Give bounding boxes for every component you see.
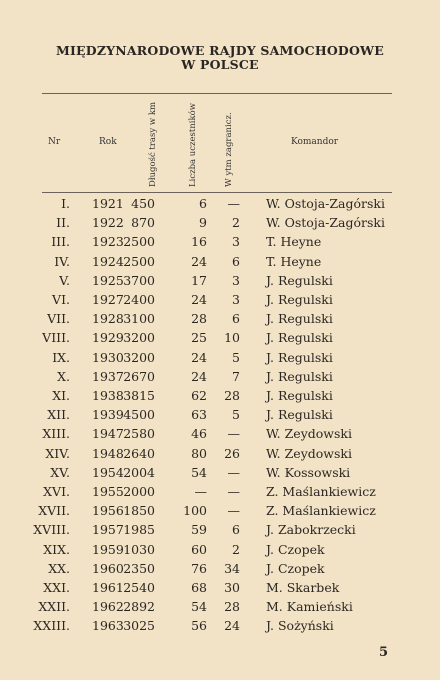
nr-cell: XX. (48, 560, 70, 576)
uczestnicy-cell: 80 (191, 445, 207, 461)
nr-cell: VI. (52, 292, 70, 307)
table-row (0, 196, 440, 215)
uczestnicy-cell: 56 (191, 618, 207, 634)
header-nr: Nr (48, 137, 61, 147)
header-komandor: Komandor (291, 137, 339, 147)
trasa-cell: 2400 (123, 292, 155, 307)
nr-cell: XVIII. (33, 522, 70, 538)
zagranica-cell: — (227, 426, 240, 442)
table-row (0, 542, 440, 561)
nr-cell: X. (57, 368, 70, 384)
trasa-cell: 2500 (123, 253, 155, 269)
rok-cell: 1921 (92, 196, 124, 211)
nr-cell: V. (59, 272, 70, 288)
zagranica-cell: 10 (224, 330, 240, 346)
table-row (0, 215, 440, 234)
header-rok: Rok (99, 137, 117, 147)
nr-cell: XXI. (43, 580, 70, 595)
table-row (0, 292, 440, 311)
komandor-cell: W. Ostoja-Zagórski (266, 196, 386, 211)
rok-cell: 1963 (92, 618, 124, 634)
trasa-cell: 3815 (123, 388, 155, 403)
uczestnicy-cell: 16 (191, 234, 207, 250)
uczestnicy-cell: 54 (191, 599, 207, 615)
komandor-cell: J. Zabokrzecki (266, 522, 356, 538)
zagranica-cell: — (227, 503, 240, 519)
nr-cell: XVI. (43, 484, 70, 499)
zagranica-cell: 6 (232, 253, 240, 269)
rok-cell: 1948 (92, 445, 124, 461)
uczestnicy-cell: 24 (191, 253, 207, 269)
trasa-cell: 4500 (123, 407, 155, 423)
table-row (0, 522, 440, 541)
rok-cell: 1937 (92, 368, 124, 384)
komandor-cell: J. Regulski (266, 330, 333, 346)
trasa-cell: 2670 (123, 368, 155, 384)
trasa-cell: 2000 (123, 484, 155, 499)
nr-cell: I. (61, 196, 70, 211)
rok-cell: 1927 (92, 292, 124, 307)
trasa-cell: 870 (131, 215, 155, 231)
nr-cell: III. (51, 234, 70, 250)
zagranica-cell: 26 (224, 445, 240, 461)
uczestnicy-cell: 62 (191, 388, 207, 403)
table-row (0, 330, 440, 349)
trasa-cell: 2004 (123, 464, 155, 480)
trasa-cell: 450 (131, 196, 155, 211)
rok-cell: 1930 (92, 349, 124, 365)
header-trasa: Długość trasy w km (148, 101, 158, 187)
komandor-cell: J. Regulski (266, 272, 333, 288)
trasa-cell: 3100 (123, 311, 155, 327)
rok-cell: 1959 (92, 541, 124, 557)
trasa-cell: 1030 (123, 541, 155, 557)
table-row (0, 254, 440, 273)
komandor-cell: T. Heyne (266, 253, 322, 269)
rok-cell: 1954 (92, 464, 124, 480)
uczestnicy-cell: 60 (191, 541, 207, 557)
rok-cell: 1957 (92, 522, 124, 538)
trasa-cell: 3700 (123, 272, 155, 288)
nr-cell: II. (56, 215, 70, 231)
rok-cell: 1929 (92, 330, 124, 346)
table-row (0, 446, 440, 465)
zagranica-cell: 5 (232, 349, 240, 365)
uczestnicy-cell: 76 (191, 560, 207, 576)
rok-cell: 1922 (92, 215, 124, 231)
trasa-cell: 2580 (123, 426, 155, 442)
komandor-cell: J. Regulski (266, 292, 333, 307)
nr-cell: VIII. (42, 330, 70, 346)
nr-cell: XIV. (45, 445, 70, 461)
komandor-cell: J. Czopek (266, 560, 325, 576)
uczestnicy-cell: 28 (191, 311, 207, 327)
zagranica-cell: 2 (232, 215, 240, 231)
nr-cell: XIX. (43, 541, 70, 557)
zagranica-cell: 30 (224, 580, 240, 595)
uczestnicy-cell: 17 (191, 272, 207, 288)
komandor-cell: M. Kamieński (266, 599, 353, 615)
uczestnicy-cell: 9 (199, 215, 207, 231)
trasa-cell: 3200 (123, 349, 155, 365)
nr-cell: XV. (50, 464, 70, 480)
rok-cell: 1962 (92, 599, 124, 615)
zagranica-cell: 3 (232, 234, 240, 250)
trasa-cell: 2540 (123, 580, 155, 595)
trasa-cell: 2892 (123, 599, 155, 615)
komandor-cell: W. Zeydowski (266, 426, 352, 442)
table-top-rule (42, 93, 392, 94)
zagranica-cell: 2 (232, 541, 240, 557)
uczestnicy-cell: — (194, 484, 207, 499)
nr-cell: XXII. (38, 599, 70, 615)
nr-cell: XII. (47, 407, 70, 423)
rok-cell: 1923 (92, 234, 124, 250)
table-row (0, 618, 440, 637)
rok-cell: 1939 (92, 407, 124, 423)
uczestnicy-cell: 63 (191, 407, 207, 423)
title-line-1: MIĘDZYNARODOWE RAJDY SAMOCHODOWE (55, 43, 385, 58)
komandor-cell: J. Regulski (266, 311, 333, 327)
nr-cell: IV. (54, 253, 70, 269)
trasa-cell: 3025 (123, 618, 155, 634)
uczestnicy-cell: 68 (191, 580, 207, 595)
zagranica-cell: — (227, 464, 240, 480)
komandor-cell: J. Regulski (266, 388, 333, 403)
table-row (0, 484, 440, 503)
page-title (0, 44, 440, 72)
trasa-cell: 3200 (123, 330, 155, 346)
zagranica-cell: 3 (232, 272, 240, 288)
trasa-cell: 2500 (123, 234, 155, 250)
table-row (0, 273, 440, 292)
table-row (0, 350, 440, 369)
table-row (0, 465, 440, 484)
zagranica-cell: 6 (232, 522, 240, 538)
table-header-rule (42, 192, 392, 193)
komandor-cell: Z. Maślankiewicz (266, 484, 376, 499)
komandor-cell: J. Regulski (266, 368, 333, 384)
komandor-cell: J. Regulski (266, 349, 333, 365)
rok-cell: 1938 (92, 388, 124, 403)
komandor-cell: W. Zeydowski (266, 445, 352, 461)
zagranica-cell: 28 (224, 599, 240, 615)
trasa-cell: 1850 (123, 503, 155, 519)
header-zagranica: W ytm zagranicz. (224, 112, 234, 187)
zagranica-cell: 5 (232, 407, 240, 423)
trasa-cell: 2640 (123, 445, 155, 461)
komandor-cell: Z. Maślankiewicz (266, 503, 376, 519)
table-row (0, 426, 440, 445)
table-row (0, 388, 440, 407)
table-row (0, 311, 440, 330)
table-row (0, 234, 440, 253)
rok-cell: 1956 (92, 503, 124, 519)
table-row (0, 503, 440, 522)
zagranica-cell: 24 (224, 618, 240, 634)
zagranica-cell: 28 (224, 388, 240, 403)
table-row (0, 580, 440, 599)
zagranica-cell: 34 (224, 560, 240, 576)
uczestnicy-cell: 59 (191, 522, 207, 538)
table-row (0, 561, 440, 580)
title-line-2: W POLSCE (181, 57, 259, 72)
rok-cell: 1960 (92, 560, 124, 576)
rok-cell: 1947 (92, 426, 124, 442)
zagranica-cell: 3 (232, 292, 240, 307)
komandor-cell: W. Kossowski (266, 464, 351, 480)
uczestnicy-cell: 24 (191, 368, 207, 384)
nr-cell: VII. (47, 311, 70, 327)
komandor-cell: T. Heyne (266, 234, 322, 250)
rok-cell: 1925 (92, 272, 124, 288)
nr-cell: XIII. (42, 426, 70, 442)
zagranica-cell: — (227, 484, 240, 499)
komandor-cell: J. Sożyński (266, 618, 334, 634)
nr-cell: XXIII. (33, 618, 70, 634)
trasa-cell: 1985 (123, 522, 155, 538)
zagranica-cell: 7 (232, 368, 240, 384)
nr-cell: IX. (52, 349, 70, 365)
komandor-cell: W. Ostoja-Zagórski (266, 215, 386, 231)
uczestnicy-cell: 25 (191, 330, 207, 346)
komandor-cell: J. Regulski (266, 407, 333, 423)
uczestnicy-cell: 100 (183, 503, 207, 519)
komandor-cell: M. Skarbek (266, 580, 340, 595)
trasa-cell: 2350 (123, 560, 155, 576)
page-number: 5 (379, 645, 389, 660)
table-row (0, 599, 440, 618)
uczestnicy-cell: 24 (191, 349, 207, 365)
komandor-cell: J. Czopek (266, 541, 325, 557)
zagranica-cell: 6 (232, 311, 240, 327)
uczestnicy-cell: 6 (199, 196, 207, 211)
rok-cell: 1961 (92, 580, 124, 595)
table-row (0, 407, 440, 426)
uczestnicy-cell: 46 (191, 426, 207, 442)
zagranica-cell: — (227, 196, 240, 211)
rok-cell: 1955 (92, 484, 124, 499)
nr-cell: XVII. (38, 503, 70, 519)
nr-cell: XI. (52, 388, 70, 403)
table-row (0, 369, 440, 388)
uczestnicy-cell: 54 (191, 464, 207, 480)
rok-cell: 1928 (92, 311, 124, 327)
header-uczestnicy: Liczba uczestników (188, 102, 198, 187)
uczestnicy-cell: 24 (191, 292, 207, 307)
rok-cell: 1924 (92, 253, 124, 269)
